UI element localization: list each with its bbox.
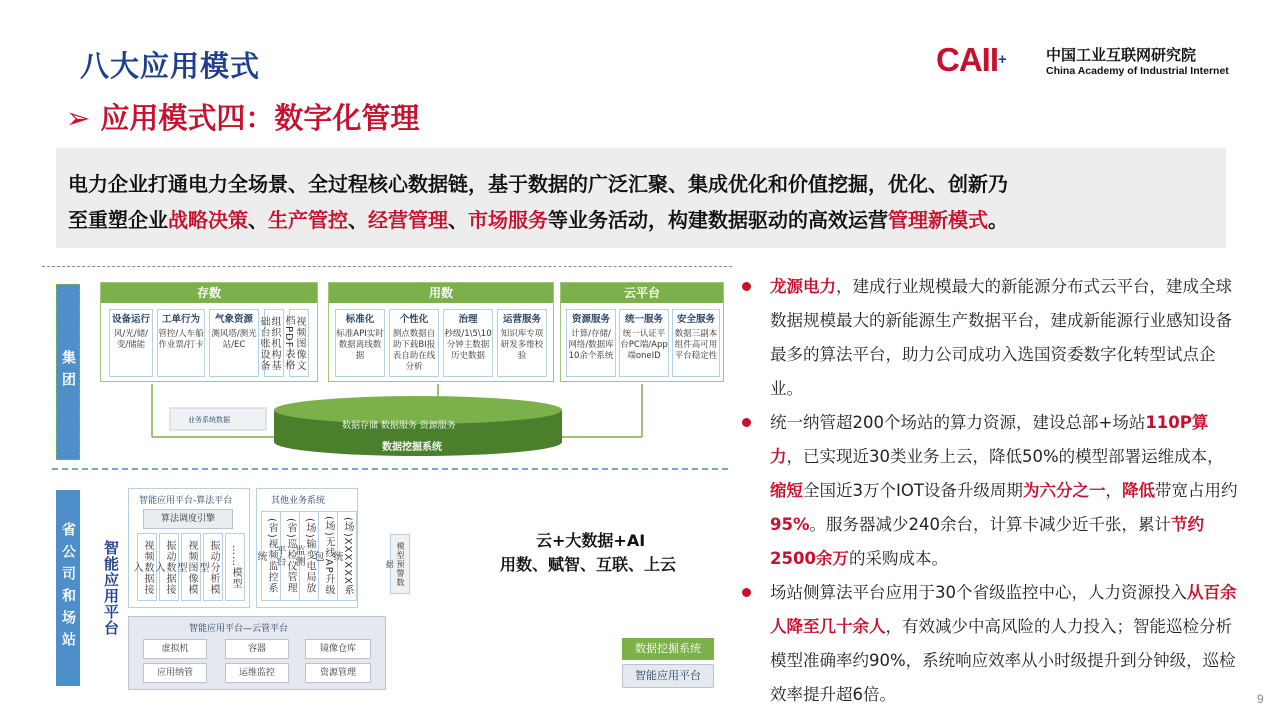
- bullet-highlight: 为六分之一: [1022, 481, 1106, 500]
- cylinder-bottom-label: 数据挖掘系统: [382, 442, 442, 453]
- ai-headline: 云+大数据+AI: [536, 531, 646, 550]
- smart-platform-vertical-label: 智能应用平台: [102, 540, 120, 636]
- yun-title: 云平台: [561, 283, 723, 303]
- intro-line-2: 至重塑企业战略决策、生产管控、经营管理、市场服务等业务活动，构建数据驱动的高效运营管理新模式。: [68, 208, 1008, 232]
- cloud-btn: 应用纳管: [143, 663, 207, 683]
- page-number: 9: [1257, 692, 1264, 706]
- algo-vcell: 视频图像模型: [181, 533, 201, 601]
- algo-panel: [128, 488, 250, 608]
- logo-chinese-name: 中国工业互联网研究院: [1046, 46, 1197, 64]
- yun-cell: 统一服务 统一认证平台PC端/App端oneID: [619, 309, 669, 377]
- cylinder-top-label: 数据存储 数据服务 资源服务: [342, 421, 456, 431]
- architecture-diagram: [52, 272, 728, 698]
- bullet-text: [770, 413, 1237, 568]
- section-subtitle: ➢ 应用模式四：数字化管理: [66, 101, 420, 135]
- algo-vcell: 振动分析模型: [203, 533, 223, 601]
- intro-line-1: 电力企业打通电力全场景、全过程核心数据链，基于数据的广泛汇聚、集成优化和价值挖掘，优化、创新乃: [68, 172, 1008, 196]
- cloud-btn: 资源管理: [305, 663, 371, 683]
- logo-mark: CAII+: [936, 41, 1006, 78]
- cun-title: 存数: [101, 283, 317, 303]
- bullet-item: [740, 270, 1240, 406]
- algo-engine: 算法调度引擎: [143, 509, 233, 529]
- bullet-run: 。服务器减少240余台，计算卡减少近千张，累计: [809, 515, 1171, 534]
- cloud-btn: 虚拟机: [143, 639, 207, 659]
- bullet-run: 场站侧算法平台应用于30个省级监控中心，人力资源投入: [770, 583, 1187, 602]
- legend-smart-platform: 智能应用平台: [622, 664, 714, 688]
- bullet-dot-icon: [742, 282, 751, 291]
- bullet-run: ，已实现近30类业务上云，降低50%的模型部署运维成本，: [786, 447, 1224, 466]
- caii-logo: [936, 42, 1236, 82]
- yong-cell: 运营服务 知识库专项研发多维校验: [497, 309, 547, 377]
- biz-sys-tag: 业务系统数据: [188, 416, 230, 424]
- yun-cell: 安全服务 数据三副本组件高可用平台稳定性: [672, 309, 720, 377]
- bullet-dot-icon: [742, 588, 751, 597]
- province-side-label: 省公司和场站: [56, 490, 80, 686]
- algo-vcell: ……模型: [225, 533, 245, 601]
- bullet-highlight: 从百余人降至几十余人: [770, 583, 1237, 636]
- divider-middle: [52, 468, 728, 470]
- page-title: 八大应用模式: [80, 49, 261, 83]
- bullet-highlight: 110P算力: [770, 413, 1209, 466]
- biz-panel: [256, 488, 358, 608]
- bullet-highlight: 龙源电力: [770, 277, 836, 296]
- yong-title: 用数: [329, 283, 553, 303]
- yong-cell: 个性化 测点数据自助下载BI报表自助在线分析: [389, 309, 439, 377]
- biz-vcell: (省)巡检仪管理平台: [280, 511, 300, 601]
- algo-vcell: 视频数据接入: [137, 533, 157, 601]
- bullet-run: 全国近3万个IOT设备升级周期: [803, 481, 1023, 500]
- biz-vcell: (省)视频监控系统: [261, 511, 281, 601]
- bullet-highlight: 降低: [1121, 481, 1155, 500]
- bullet-highlight: 节约2500余万: [770, 515, 1204, 568]
- bullet-text: [770, 277, 1232, 398]
- bullet-item: [740, 576, 1240, 712]
- bullet-highlight: 95%: [770, 515, 810, 534]
- algo-title: 智能应用平台-算法平台: [139, 496, 233, 506]
- cun-vcell: 视频图像文档PDF表格: [289, 309, 309, 377]
- model-warning-tag: 模型预警数据: [390, 534, 410, 594]
- yun-cell: 资源服务 计算/存储/网络/数据库10余个系统: [566, 309, 616, 377]
- biz-vcell: (场)输变电局放监测: [299, 511, 319, 601]
- cun-cell: 气象资源 测风塔/测光站/EC: [209, 309, 259, 377]
- logo-english-name: China Academy of Industrial Internet: [1046, 65, 1229, 77]
- bullet-run: 统一纳管超200个场站的算力资源，建设总部+场站: [770, 413, 1146, 432]
- cloud-mgmt-title: 智能应用平台—云管平台: [189, 624, 289, 634]
- group-side-label: 集团: [56, 284, 80, 460]
- intro-band: [56, 148, 1226, 248]
- bullet-highlight: 缩短: [770, 481, 803, 500]
- cloud-btn: 镜像仓库: [305, 639, 371, 659]
- bullet-run: 的采购成本。: [848, 549, 948, 568]
- biz-vcell: (场)无线AP升级包: [318, 511, 338, 601]
- bullet-run: ，: [1105, 481, 1122, 500]
- divider-top: [42, 266, 732, 267]
- bullet-run: ，建成行业规模最大的新能源分布式云平台，建成全球数据规模最大的新能源生产数据平台，建成新能源行业感知设备最多的算法平台，助力公司成功入选国资委数字化转型试点企业。: [770, 277, 1232, 398]
- yong-cell: 治理 秒级/1\5\10分钟主数据历史数据: [443, 309, 493, 377]
- cun-vcell: 组织机构基础台账设备: [264, 309, 284, 377]
- algo-vcell: 振动数据接入: [159, 533, 179, 601]
- cloud-mgmt-panel: [128, 616, 386, 690]
- bullet-run: 带宽占用约: [1154, 481, 1238, 500]
- biz-title: 其他业务系统: [271, 496, 326, 506]
- bullet-dot-icon: [742, 418, 751, 427]
- bullet-list: [740, 270, 1240, 712]
- cloud-btn: 容器: [225, 639, 289, 659]
- cloud-btn: 运维监控: [225, 663, 289, 683]
- yong-cell: 标准化 标准API实时数据离线数据: [335, 309, 385, 377]
- ai-subline: 用数、赋智、互联、上云: [500, 555, 677, 574]
- biz-vcell: (场)XXXXXX系统: [337, 511, 357, 601]
- bullet-run: ，有效减少中高风险的人力投入；智能巡检分析模型准确率约90%，系统响应效率从小时级提升到分钟级，巡检效率提升超6倍。: [770, 617, 1236, 704]
- bullet-text: [770, 583, 1237, 704]
- bullet-item: [740, 406, 1240, 576]
- cun-cell: 设备运行 风/光/储/变/储能: [109, 309, 153, 377]
- cun-cell: 工单行为 管控/人车船作业票/打卡: [157, 309, 205, 377]
- legend-data-mining: 数据挖掘系统: [622, 638, 714, 660]
